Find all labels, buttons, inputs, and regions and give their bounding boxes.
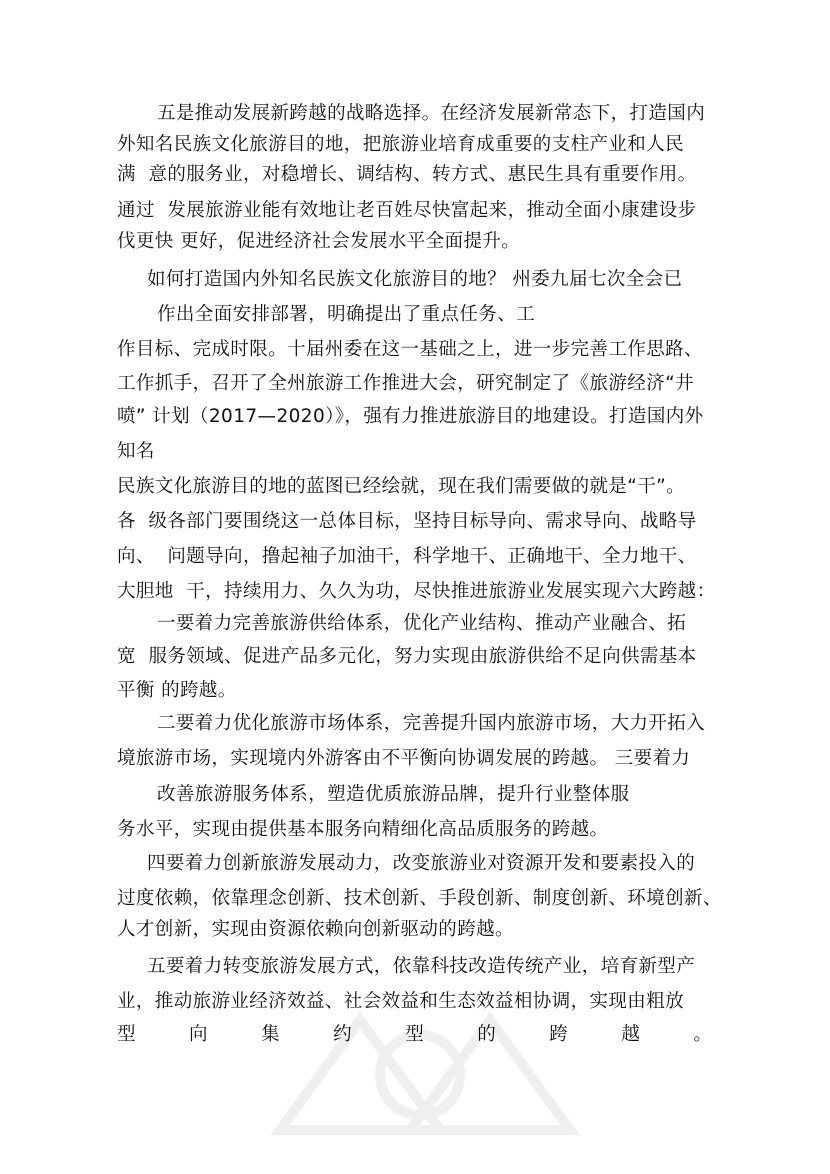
paragraph-line: 工作抓手，召开了全州旅游工作推进大会，研究制定了《旅游经济“井 [117, 373, 694, 394]
paragraph-line: 务水平，实现由提供基本服务向精细化高品质服务的跨越。 [117, 819, 609, 840]
paragraph-line: 过度依赖，依靠理念创新、技术创新、手段创新、制度创新、环境创新、 [117, 888, 722, 909]
paragraph-line: 二要着力优化旅游市场体系，完善提升国内旅游市场，大力开拓入 [157, 713, 706, 734]
word: 的 [477, 1024, 496, 1045]
word: 向 [189, 1024, 208, 1045]
word: 型 [405, 1024, 424, 1045]
paragraph-line: 伐更快 更好，促进经济社会发展水平全面提升。 [117, 231, 521, 252]
paragraph-line: 改善旅游服务体系，塑造优质旅游品牌，提升行业整体服 [157, 784, 630, 805]
paragraph-line: 各 级各部门要围绕这一总体目标，坚持目标导向、需求导向、战略导 [117, 511, 697, 532]
paragraph-line: 境旅游市场，实现境内外游客由不平衡向协调发展的跨越。 三要着力 [117, 748, 691, 769]
paragraph-line: 通过 发展旅游业能有效地让老百姓尽快富起来，推动全面小康建设步 [117, 200, 697, 221]
paragraph-line: 宽 服务领域、促进产品多元化，努力实现由旅游供给不足向供需基本 [117, 646, 697, 667]
paragraph-line: 大胆地 干，持续用力、久久为功，尽快推进旅游业发展实现六大跨越： [117, 581, 716, 602]
justified-last-line [117, 1023, 712, 1047]
paragraph-line: 外知名民族文化旅游目的地，把旅游业培育成重要的支柱产业和人民 [117, 134, 685, 155]
word: 型 [117, 1024, 136, 1045]
paragraph-line: 如何打造国内外知名民族文化旅游目的地？ 州委九届七次全会已 [147, 269, 683, 290]
paragraph-line: 作出全面安排部署，明确提出了重点任务、工 [157, 304, 536, 325]
paragraph-line: 四要着力创新旅游发展动力，改变旅游业对资源开发和要素投入的 [147, 853, 696, 874]
paragraph-line: 平衡 的跨越。 [117, 680, 237, 701]
paragraph-line: 作目标、完成时限。十届州委在这一基础之上，进一步完善工作思路、 [117, 339, 703, 360]
paragraph-line: 向、 问题导向，撸起袖子加油干，科学地干、正确地干、全力地干、 [117, 546, 697, 567]
word: 越 [621, 1024, 640, 1045]
paragraph-line: 知名 [117, 441, 155, 462]
word: 集 [261, 1024, 280, 1045]
paragraph-line: 业，推动旅游业经济效益、社会效益和生态效益相协调，实现由粗放 [117, 991, 685, 1012]
paragraph-line: 喷” 计划（2017—2020）》，强有力推进旅游目的地建设。打造国内外 [117, 406, 704, 427]
paragraph-line: 五是推动发展新跨越的战略选择。在经济发展新常态下，打造国内 [157, 103, 706, 124]
paragraph-line: 一要着力完善旅游供给体系，优化产业结构、推动产业融合、拓 [157, 613, 687, 634]
paragraph-line: 五要着力转变旅游发展方式，依靠科技改造传统产业，培育新型产 [147, 956, 696, 977]
paragraph-line: 民族文化旅游目的地的蓝图已经绘就，现在我们需要做的就是“干”。 [117, 476, 686, 497]
paragraph-line: 满 意的服务业，对稳增长、调结构、转方式、惠民生具有重要作用。 [117, 164, 697, 185]
word: 。 [693, 1024, 712, 1045]
paragraph-line: 人才创新，实现由资源依赖向创新驱动的跨越。 [117, 919, 514, 940]
word: 跨 [549, 1024, 568, 1045]
word: 约 [333, 1024, 352, 1045]
